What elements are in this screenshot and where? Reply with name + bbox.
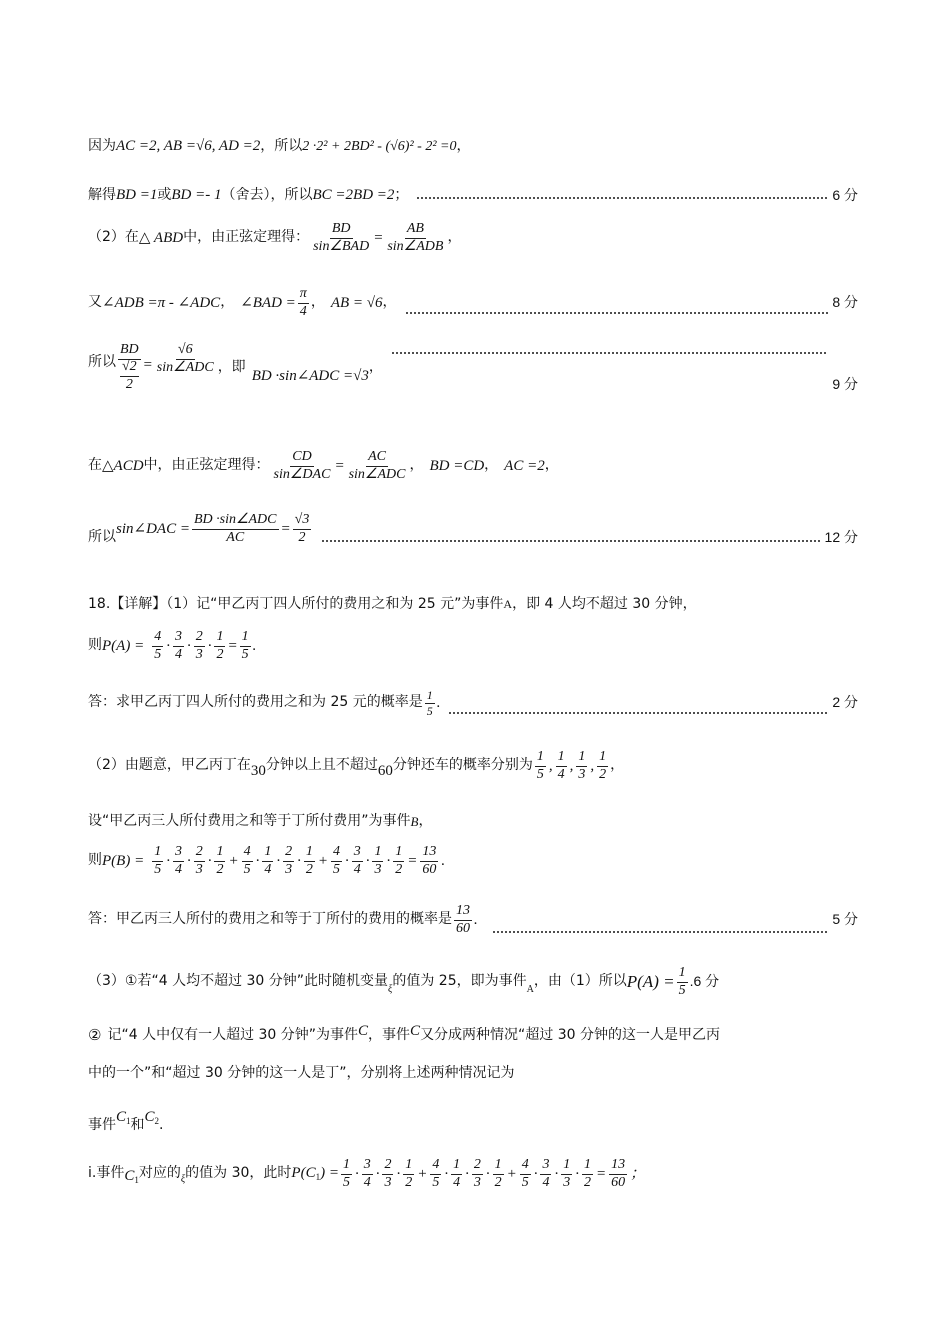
fraction: $\frac{2}{3}$ <box>384 1157 392 1190</box>
fraction-product <box>150 630 227 662</box>
text: （2）在 <box>88 229 139 246</box>
circled-number: ② <box>88 1026 102 1044</box>
fraction: $\frac{3}{4}$ <box>363 1157 371 1190</box>
text: 的值为 30，此时 <box>185 1165 292 1182</box>
text: 答：甲乙丙三人所付的费用之和等于丁所付的费用的概率是 <box>88 911 452 928</box>
fraction: $\frac{1}{5}$ <box>678 965 686 998</box>
dot-operator: · <box>344 852 349 869</box>
fraction: $\frac{\pi}{4}$ <box>299 286 307 319</box>
fraction: $\frac{3}{4}$ <box>174 844 182 877</box>
text: 因为 <box>88 137 116 154</box>
score-label: .6 分 <box>689 973 720 990</box>
equals: = <box>373 229 384 246</box>
line-18 <box>88 1102 858 1133</box>
fraction: $\frac{√3}{2}$ <box>294 512 310 545</box>
text: 在 <box>88 457 102 474</box>
text: 和 <box>130 1117 145 1133</box>
text: . <box>159 1117 164 1133</box>
fraction: $\frac{1}{3}$ <box>374 844 382 877</box>
dot-operator: · <box>575 1165 579 1182</box>
text: 则 <box>88 637 102 654</box>
fraction: $\frac{CD}{\text{sin∠DAC}}$ <box>273 449 331 482</box>
period: . <box>474 911 478 928</box>
line-3 <box>88 222 858 254</box>
equals: = <box>407 852 418 869</box>
probability-sum <box>339 1158 646 1190</box>
math: C <box>358 1023 369 1039</box>
fraction: $\frac{1}{3}$ <box>578 749 586 782</box>
fraction: $\frac{1}{2}$ <box>494 1157 502 1190</box>
text: ， <box>610 757 625 774</box>
dot-operator: · <box>365 852 370 869</box>
line-17 <box>88 1066 858 1081</box>
text: 中，由正弦定理得： <box>183 229 310 246</box>
fraction: $\frac{3}{4}$ <box>542 1157 550 1190</box>
math: A <box>526 983 534 995</box>
period: . <box>436 694 441 711</box>
fraction: $\frac{1}{5}$ <box>536 749 544 782</box>
fraction: $\frac{1}{2}$ <box>405 1157 413 1190</box>
text: ，即 4 人均不超过 30 分钟， <box>512 596 697 612</box>
math: ∠ADB =π - ∠ADC <box>102 294 221 311</box>
text: 解得 <box>88 186 116 203</box>
dot-operator: · <box>444 1165 449 1182</box>
dot-leader <box>416 197 828 199</box>
comma: , <box>548 757 553 774</box>
math: P(A) = <box>102 637 145 654</box>
math: ξ <box>180 1173 186 1185</box>
fraction: $\frac{1}{5}$ <box>342 1157 350 1190</box>
text: ，由（1）所以 <box>533 973 627 990</box>
math: 30 <box>250 762 266 779</box>
fraction: $\frac{4}{5}$ <box>521 1157 529 1190</box>
fraction: $\frac{1}{2}$ <box>305 844 313 877</box>
math: B <box>410 813 419 829</box>
text: 的值为 25，即为事件 <box>392 973 527 990</box>
fraction: $\frac{1}{3}$ <box>563 1157 571 1190</box>
equals: = <box>280 520 291 537</box>
text: 事件 <box>88 1117 116 1133</box>
dot-operator: · <box>297 852 301 869</box>
text: ， <box>382 294 397 311</box>
line-16 <box>88 1023 858 1044</box>
dot-operator: · <box>255 852 260 869</box>
text: 中，由正弦定理得： <box>143 457 270 474</box>
text: ， <box>220 294 235 311</box>
text: 分钟以上且不超过 <box>265 757 378 774</box>
dot-leader <box>448 712 828 714</box>
probability-sum <box>150 845 446 877</box>
line-9 <box>88 630 858 662</box>
text: （2）由题意，甲乙丙丁在 <box>88 757 251 774</box>
dot-operator: · <box>375 1165 380 1182</box>
text: 中的一个”和“超过 30 分钟的这一人是丁”，分别将上述两种情况记为 <box>88 1065 515 1081</box>
fraction: $\frac{1}{2}$ <box>216 844 224 877</box>
text: ， <box>456 137 471 154</box>
math: $C_1$ <box>116 1108 131 1126</box>
text: ， <box>447 229 462 246</box>
line-13 <box>88 845 858 877</box>
fraction: $\frac{1}{5}$ <box>154 844 162 877</box>
text: 答：求甲乙丙丁四人所付的费用之和为 25 元的概率是 <box>88 694 423 711</box>
comma: , <box>590 757 595 774</box>
fraction: $\frac{4}{5}$ <box>432 1157 440 1190</box>
fraction: $\frac{1}{2}$ <box>216 629 224 662</box>
dot-operator: · <box>186 852 191 869</box>
text: 所以 <box>88 528 116 545</box>
comma: , <box>569 757 574 774</box>
text: ，即 <box>217 359 246 375</box>
dot-leader <box>405 312 829 314</box>
text: 所以 <box>88 354 116 370</box>
fraction-list <box>533 750 610 782</box>
fraction: $\frac{AB}{\text{sin∠ADB}}$ <box>387 221 444 254</box>
fraction: $\frac{1}{4}$ <box>557 749 565 782</box>
math: AC =2 <box>504 457 545 474</box>
math: AB = √6 <box>330 294 383 311</box>
dot-operator: · <box>207 637 212 654</box>
equals: = <box>142 357 153 373</box>
math: BD ·sin∠ADC =√3 <box>251 367 369 384</box>
text: ，事件 <box>368 1026 411 1043</box>
fraction: $\frac{1}{2}$ <box>395 844 403 877</box>
math: △ACD <box>102 457 144 474</box>
dot-operator: · <box>386 852 391 869</box>
line-6 <box>88 450 858 482</box>
dot-operator: · <box>396 1165 401 1182</box>
score-label: 12 分 <box>824 528 858 545</box>
line-10 <box>88 689 858 717</box>
math: BD =- 1 <box>171 187 222 203</box>
fraction: $\frac{2}{3}$ <box>195 629 203 662</box>
math: BD =CD <box>429 457 485 474</box>
plus: + <box>317 852 328 869</box>
math: $C_2$ <box>144 1108 160 1126</box>
fraction: $\frac{2}{3}$ <box>195 844 203 877</box>
score-label: 8 分 <box>832 294 858 311</box>
punctuation: ； <box>630 1165 646 1182</box>
text: 或 <box>157 186 172 203</box>
score-label: 2 分 <box>832 694 858 711</box>
punctuation: . <box>441 852 446 869</box>
line-4 <box>88 287 858 319</box>
dot-operator: · <box>465 1165 469 1182</box>
dot-operator: · <box>186 637 191 654</box>
fraction: $\frac{13}{60}$ <box>611 1157 626 1190</box>
dot-operator: · <box>207 852 212 869</box>
text: ， <box>484 457 499 474</box>
dot-operator: · <box>554 1165 559 1182</box>
line-5 <box>88 343 858 392</box>
math: $C_1$ <box>124 1168 139 1186</box>
line-1 <box>88 138 858 155</box>
fraction: $\frac{3}{4}$ <box>174 629 182 662</box>
math: ξ <box>388 983 393 995</box>
text: 分钟还车的概率分别为 <box>392 757 533 774</box>
text: ； <box>394 186 409 203</box>
equals: = <box>595 1165 607 1182</box>
dot-operator: · <box>276 852 281 869</box>
plus: + <box>506 1165 517 1182</box>
line-19 <box>88 1158 858 1190</box>
math: P(B) = <box>102 852 145 869</box>
equals: = <box>227 637 238 654</box>
score-label: 9 分 <box>832 376 858 392</box>
text: 又分成两种情况“超过 30 分钟的这一人是甲乙丙 <box>420 1026 721 1043</box>
period: . <box>252 637 257 654</box>
line-11 <box>88 750 858 782</box>
line-14 <box>88 904 858 936</box>
dot-operator: · <box>485 1165 490 1182</box>
line-12 <box>88 814 858 829</box>
text: 设“甲乙丙三人所付费用之和等于丁所付费用”为事件 <box>88 813 411 829</box>
text: ， <box>409 457 424 474</box>
fraction: $\frac{1}{4}$ <box>264 844 272 877</box>
fraction: $\frac{3}{4}$ <box>353 844 361 877</box>
plus: + <box>228 852 239 869</box>
dot-operator: · <box>166 637 170 654</box>
math: $P(C_1)$ = <box>291 1165 339 1183</box>
text: （3）①若“4 人均不超过 30 分钟”此时随机变量 <box>88 973 389 990</box>
dot-leader <box>321 540 820 542</box>
dot-operator: · <box>166 852 170 869</box>
math: △ ABD <box>138 229 184 246</box>
text: ，所以 <box>260 137 303 154</box>
fraction: $\frac{4}{5}$ <box>243 844 251 877</box>
fraction: $\frac{AC}{\text{sin∠ADC}}$ <box>348 449 406 482</box>
score-label: 5 分 <box>832 911 858 928</box>
text: 18.【详解】（1）记“甲乙丙丁四人所付的费用之和为 25 元”为事件 <box>88 596 504 612</box>
fraction: $\frac{BD}{\text{sin∠BAD}}$ <box>313 221 370 254</box>
text: ， <box>368 359 383 375</box>
fraction: $\frac{√6}{\text{sin∠ADC}}$ <box>156 342 214 375</box>
text: ， <box>310 294 325 311</box>
fraction: $\frac{1}{4}$ <box>453 1157 461 1190</box>
text: ， <box>544 457 559 474</box>
fraction: $\frac{1}{5}$ <box>241 629 249 662</box>
math: A <box>503 597 513 612</box>
math: 2 ·2² + 2BD² - (√6)² - 2² =0 <box>302 138 457 154</box>
line-15 <box>88 966 858 998</box>
fraction: $\frac{1}{5}$ <box>426 688 433 718</box>
math: ∠BAD = <box>240 294 296 311</box>
text: 对应的 <box>138 1165 181 1182</box>
math: BD =1 <box>116 187 158 203</box>
fraction: $\frac{4}{5}$ <box>332 844 340 877</box>
plus: + <box>417 1165 428 1182</box>
fraction: $\frac{13}{60}$ <box>422 844 437 877</box>
math: AC =2, AB =√6, AD =2 <box>116 138 261 154</box>
dot-leader <box>492 931 829 933</box>
math: BC =2BD =2 <box>312 187 395 203</box>
math: 60 <box>377 762 393 779</box>
text: 记“4 人中仅有一人超过 30 分钟”为事件 <box>107 1026 359 1043</box>
math: sin∠DAC = <box>116 520 190 537</box>
text: 又 <box>88 294 102 311</box>
nested-fraction: BD √2 2 <box>120 342 139 392</box>
fraction: $\frac{2}{3}$ <box>285 844 293 877</box>
text: （舍去），所以 <box>221 186 313 203</box>
score-label: 6 分 <box>832 186 858 203</box>
text: ， <box>418 813 433 829</box>
math: C <box>410 1023 421 1039</box>
dot-leader <box>391 352 828 354</box>
fraction: $\frac{\text{BD ·sin∠ADC}}{AC}$ <box>193 512 277 545</box>
fraction: $\frac{13}{60}$ <box>456 903 470 936</box>
line-7 <box>88 513 858 545</box>
equals: = <box>334 457 345 474</box>
fraction: $\frac{4}{5}$ <box>154 629 162 662</box>
math: P(A) = <box>626 971 675 991</box>
dot-operator: · <box>354 1165 359 1182</box>
line-8 <box>88 597 858 612</box>
text: i.事件 <box>88 1165 125 1182</box>
line-2 <box>88 187 858 204</box>
text: 则 <box>88 852 102 869</box>
fraction: $\frac{1}{2}$ <box>599 749 607 782</box>
fraction: $\frac{2}{3}$ <box>473 1157 481 1190</box>
fraction: $\frac{1}{2}$ <box>583 1157 591 1190</box>
dot-operator: · <box>533 1165 538 1182</box>
